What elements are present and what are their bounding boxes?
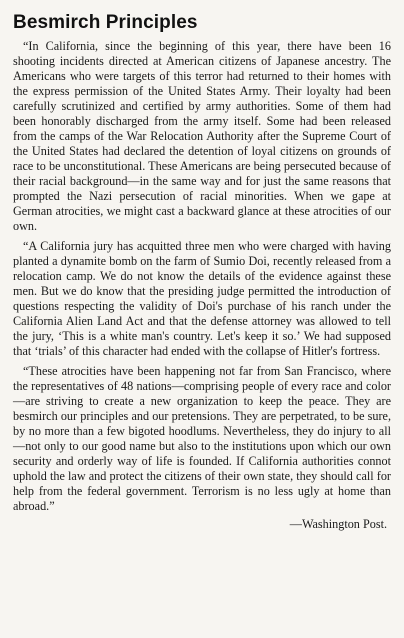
article-attribution: —Washington Post. bbox=[289, 517, 387, 531]
article-title: Besmirch Principles bbox=[13, 12, 198, 33]
article-paragraph-3: “These atrocities have been happening not far from San Francisco, where the representatives of 48 nations—comprising people of every race and color—are striving to create a new organization to keep the peace. They are besmirch our principles and our pretensions. They are perpetrated, to be sure, by no more than a few bigoted hoodlums. Nevertheless, they do injury to all—not only to our good name but also to the institutions upon which our own security and orderly way of life is founded. If California authorities connot uphold the law and protect the citizens of their own state, they should call for help from the federal government. Terrorism is no less ugly at home than abroad.” bbox=[13, 364, 391, 513]
article-paragraph-2: “A California jury has acquitted three men who were charged with having planted a dynamite bomb on the farm of Sumio Doi, recently released from a relocation camp. We do not know the details of the evidence against these men. But we do know that the presiding judge permitted the introduction of questions respecting the validity of Doi's purchase of his ranch under the California Alien Land Act and that the defense attorney was allowed to tell the jury, ‘This is a white man's country. Let's keep it so.’ We had supposed that ‘trials’ of this character had ended with the collapse of Hitler's fortress. bbox=[13, 239, 391, 358]
article-paragraph-1: “In California, since the beginning of this year, there have been 16 shooting incidents directed at American citizens of Japanese ancestry. The Americans who were targets of this terror had returned to their homes with the express permission of the United States Army. Their loyalty had been carefully scrutinized and certified by army authorities. Some of them had been honorably discharged from the army itself. Some had been released from the camps of the War Relocation Authority after the Supreme Court of the United States had declared the detention of loyal citizens on grounds of race to be unconstitutional. These Americans are being persecuted because of their racial background—in the same way and for just the same reasons that prompted the Nazi persecution of racial minorities. When we gape at German atrocities, we might cast a backward glance at these atrocities of our own. bbox=[13, 39, 391, 233]
